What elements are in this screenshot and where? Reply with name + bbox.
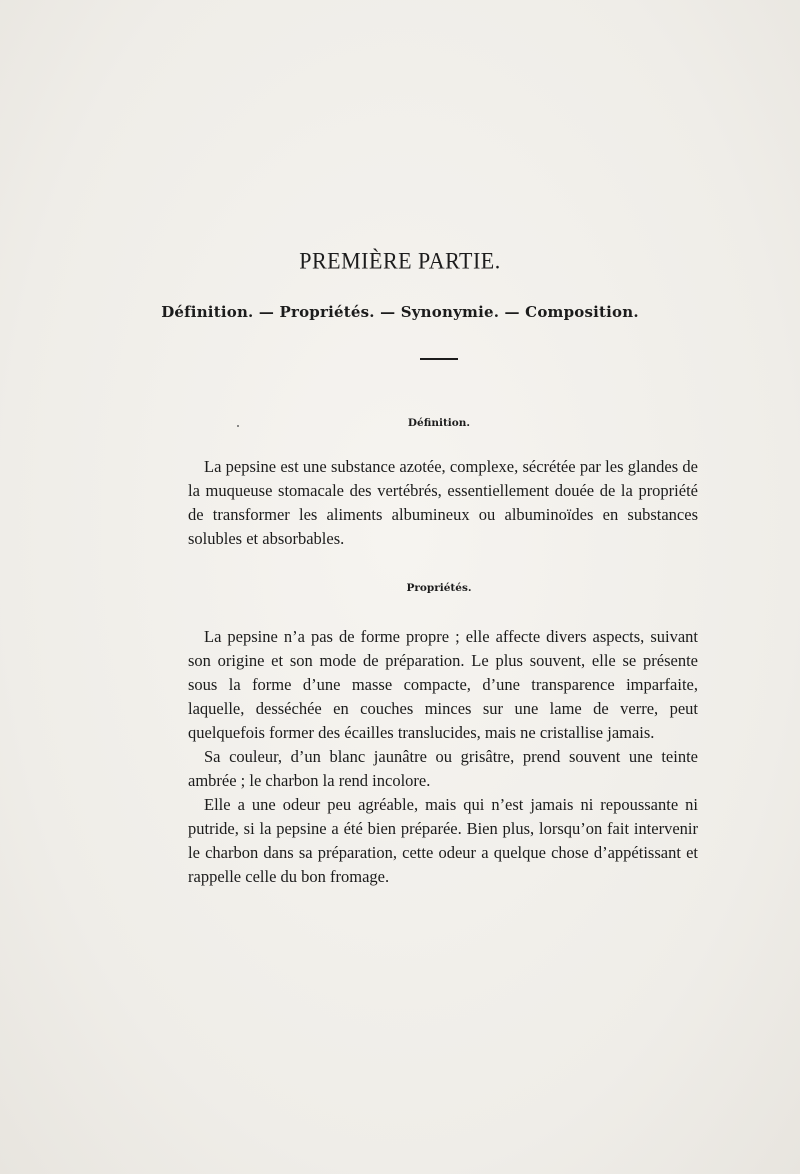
section-heading-definition: Définition. bbox=[407, 417, 471, 429]
separator-rule bbox=[420, 358, 458, 360]
part-title: PREMIÈRE PARTIE. bbox=[299, 247, 501, 274]
chapter-subtitle: Définition. — Propriétés. — Synonymie. — Composition. bbox=[161, 303, 639, 321]
section-heading-proprietes: Propriétés. bbox=[406, 582, 472, 594]
paragraph: Sa couleur, d’un blanc jaunâtre ou grisâtre, prend souvent une teinte ambrée ; le charbon la rend incolore. bbox=[188, 747, 698, 790]
proprietes-body bbox=[188, 625, 698, 889]
paragraph: La pepsine est une substance azotée, complexe, sécrétée par les glandes de la muqueuse stomacale des vertébrés, essentiellement douée de la propriété de transformer les aliments albumineux ou albuminoïdes en substances solubles et absorbables. bbox=[188, 457, 698, 548]
definition-body bbox=[188, 455, 698, 551]
paragraph: Elle a une odeur peu agréable, mais qui n’est jamais ni repoussante ni putride, si la pepsine a été bien préparée. Bien plus, lorsqu’on fait intervenir le charbon dans sa préparation, cette odeur a quelque chose d’appétissant et rappelle celle du bon fromage. bbox=[188, 795, 698, 886]
paragraph: La pepsine n’a pas de forme propre ; elle affecte divers aspects, suivant son origine et son mode de préparation. Le plus souvent, elle se présente sous la forme d’une masse compacte, d’une transparence imparfaite, laquelle, desséchée en couches minces sur une lame de verre, peut quelquefois former des écailles translucides, mais ne cristallise jamais. bbox=[188, 627, 698, 742]
